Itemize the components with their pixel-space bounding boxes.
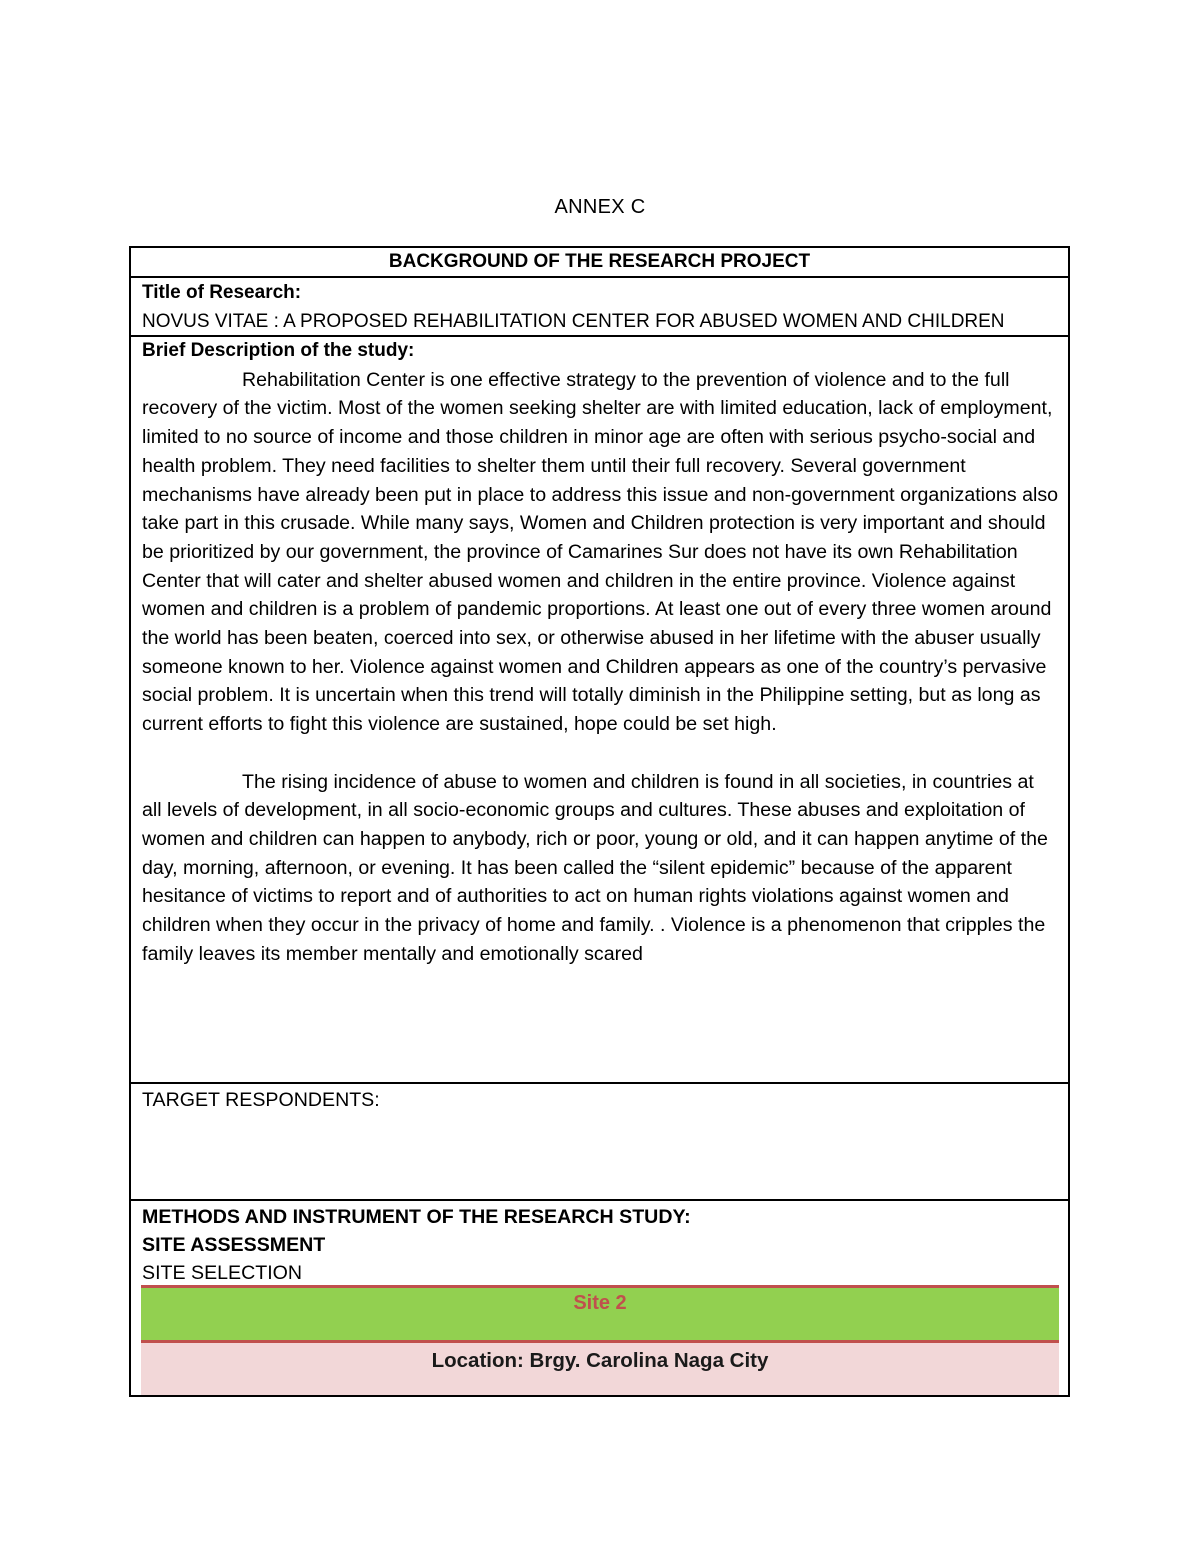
site-assessment-label: SITE ASSESSMENT [142, 1234, 326, 1256]
target-respondents-label: TARGET RESPONDENTS: [142, 1089, 380, 1111]
description-label: Brief Description of the study: [142, 340, 415, 361]
site-name-cell: Site 2 [141, 1285, 1059, 1343]
site-selection-label: SITE SELECTION [142, 1262, 303, 1284]
description-paragraph: The rising incidence of abuse to women and children is found in all societies, in countries at all levels of development, in all socio-economic groups and cultures. These abuses and exploitation of women and children can happen to anybody, rich or poor, young or old, and it can happen anytime of the day, morning, afternoon, or evening. It has been called the “silent epidemic” because of the apparent hesitance of victims to report and of authorities to act on human rights violations against women and children when they occur in the privacy of home and family. . Violence is a phenomenon that cripples the family leaves its member mentally and emotionally scared [142, 770, 1048, 965]
site-location-cell: Location: Brgy. Carolina Naga City [141, 1343, 1059, 1395]
annex-label: ANNEX C [554, 196, 646, 218]
form-header: BACKGROUND OF THE RESEARCH PROJECT [131, 248, 1068, 278]
title-label: Title of Research: [142, 282, 302, 303]
target-respondents-section [131, 1084, 1068, 1201]
research-background-form [129, 246, 1070, 1397]
title-section [131, 278, 1068, 337]
title-value: NOVUS VITAE : A PROPOSED REHABILITATION CENTER FOR ABUSED WOMEN AND CHILDREN [142, 311, 1005, 332]
methods-label: METHODS AND INSTRUMENT OF THE RESEARCH STUDY: [142, 1206, 691, 1228]
description-paragraph: Rehabilitation Center is one effective strategy to the prevention of violence and to the full recovery of the victim. Most of the women seeking shelter are with limited education, lack of employment, limited to no source of income and those children in minor age are often with serious psycho-social and health problem. They need facilities to shelter them until their full recovery. Several government mechanisms have already been put in place to address this issue and non-government organizations also take part in this crusade. While many says, Women and Children protection is very important and should be prioritized by our government, the province of Camarines Sur does not have its own Rehabilitation Center that will cater and shelter abused women and children in the entire province. Violence against women and children is a problem of pandemic proportions. At least one out of every three women around the world has been beaten, coerced into sex, or otherwise abused in her lifetime with the abuser usually someone known to her. Violence against women and Children appears as one of the country’s pervasive social problem. It is uncertain when this trend will totally diminish in the Philippine setting, but as long as current efforts to fight this violence are sustained, hope could be set high. [142, 368, 1059, 736]
description-section [131, 337, 1068, 1084]
